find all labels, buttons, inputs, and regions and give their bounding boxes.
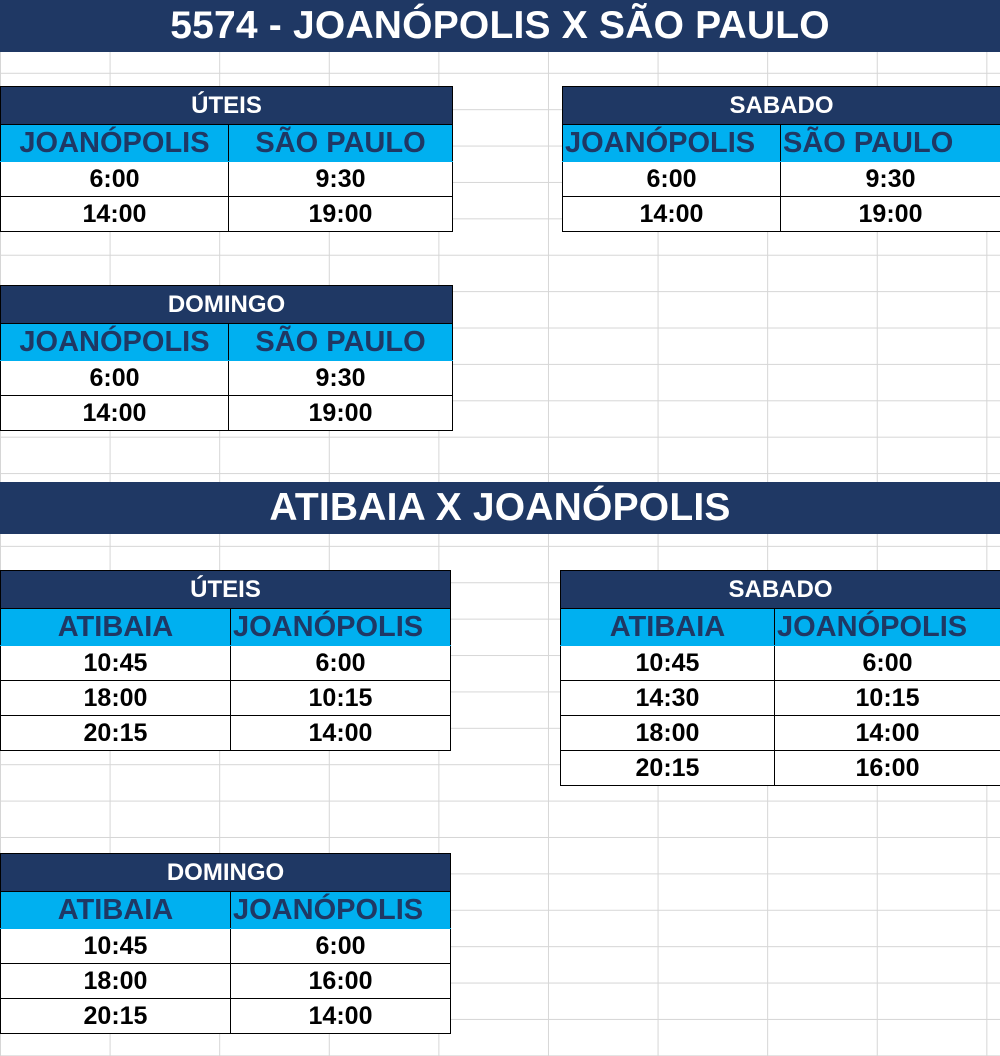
table-row [561, 751, 1000, 786]
time-cell: 20:15 [561, 751, 775, 786]
time-cell: 10:45 [1, 646, 231, 681]
time-cell: 18:00 [1, 964, 231, 999]
time-cell: 6:00 [1, 361, 229, 396]
s2-sabado-table [560, 570, 1000, 786]
time-cell: 20:15 [1, 716, 231, 751]
table-row [1, 964, 451, 999]
table-row [1, 646, 451, 681]
time-cell: 14:00 [231, 999, 451, 1034]
time-cell: 14:00 [1, 197, 229, 232]
s2-sabado-col1-header: ATIBAIA [561, 609, 775, 646]
time-cell: 10:15 [775, 681, 1000, 716]
time-cell: 14:30 [561, 681, 775, 716]
time-cell: 10:45 [1, 929, 231, 964]
time-cell: 10:45 [561, 646, 775, 681]
s1-uteis-col2-header: SÃO PAULO [229, 125, 453, 162]
s1-sabado-col2-header: SÃO PAULO [781, 125, 1000, 162]
time-cell: 14:00 [1, 396, 229, 431]
time-cell: 14:00 [563, 197, 781, 232]
time-cell: 6:00 [775, 646, 1000, 681]
s1-sabado-col1-header: JOANÓPOLIS [563, 125, 781, 162]
s1-domingo-col2-header: SÃO PAULO [229, 324, 453, 361]
time-cell: 19:00 [229, 197, 453, 232]
s1-uteis-title: ÚTEIS [1, 87, 453, 125]
s1-domingo-title: DOMINGO [1, 286, 453, 324]
table-row [1, 162, 453, 197]
table-row [1, 929, 451, 964]
time-cell: 20:15 [1, 999, 231, 1034]
s2-sabado-title: SABADO [561, 571, 1000, 609]
route-5574-banner: 5574 - JOANÓPOLIS X SÃO PAULO [0, 0, 1000, 52]
s1-sabado-table [562, 86, 1000, 232]
time-cell: 19:00 [229, 396, 453, 431]
table-row [563, 197, 1000, 232]
s2-sabado-col2-header: JOANÓPOLIS [775, 609, 1000, 646]
table-row [563, 162, 1000, 197]
time-cell: 14:00 [775, 716, 1000, 751]
time-cell: 9:30 [781, 162, 1000, 197]
s2-domingo-table [0, 853, 451, 1034]
s2-uteis-title: ÚTEIS [1, 571, 451, 609]
time-cell: 9:30 [229, 361, 453, 396]
s1-uteis-table [0, 86, 453, 232]
time-cell: 6:00 [563, 162, 781, 197]
time-cell: 16:00 [231, 964, 451, 999]
s1-uteis-col1-header: JOANÓPOLIS [1, 125, 229, 162]
table-row [561, 716, 1000, 751]
s2-domingo-col2-header: JOANÓPOLIS [231, 892, 451, 929]
table-row [561, 681, 1000, 716]
time-cell: 19:00 [781, 197, 1000, 232]
table-row [1, 396, 453, 431]
atibaia-joanopolis-banner: ATIBAIA X JOANÓPOLIS [0, 482, 1000, 534]
time-cell: 14:00 [231, 716, 451, 751]
s1-domingo-table [0, 285, 453, 431]
s2-uteis-table [0, 570, 451, 751]
table-row [1, 716, 451, 751]
table-row [1, 681, 451, 716]
time-cell: 16:00 [775, 751, 1000, 786]
time-cell: 6:00 [231, 929, 451, 964]
s2-domingo-col1-header: ATIBAIA [1, 892, 231, 929]
table-row [1, 361, 453, 396]
time-cell: 6:00 [231, 646, 451, 681]
table-row [1, 197, 453, 232]
s2-uteis-col1-header: ATIBAIA [1, 609, 231, 646]
s1-sabado-title: SABADO [563, 87, 1000, 125]
time-cell: 10:15 [231, 681, 451, 716]
s1-domingo-col1-header: JOANÓPOLIS [1, 324, 229, 361]
s2-domingo-title: DOMINGO [1, 854, 451, 892]
s2-uteis-col2-header: JOANÓPOLIS [231, 609, 451, 646]
time-cell: 6:00 [1, 162, 229, 197]
time-cell: 9:30 [229, 162, 453, 197]
time-cell: 18:00 [561, 716, 775, 751]
table-row [561, 646, 1000, 681]
table-row [1, 999, 451, 1034]
time-cell: 18:00 [1, 681, 231, 716]
